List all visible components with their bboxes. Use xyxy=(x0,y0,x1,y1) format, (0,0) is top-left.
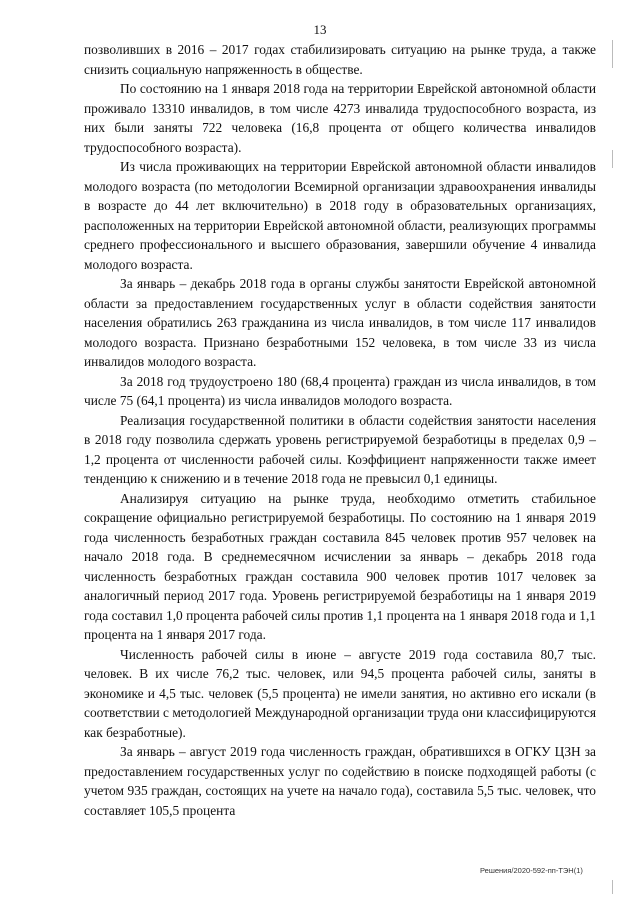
body-paragraph: Из числа проживающих на территории Еврейской автономной области инвалидов молодого возраста (по методологии Всемирной организации здравоохранения инвалиды в возрасте до 44 лет включительно) в 2018 году в образовательных организациях, расположенных на территории Еврейской автономной области, реализующих программы среднего профессионального и высшего образования, завершили обучение 4 инвалида молодого возраста. xyxy=(84,159,596,272)
document-body xyxy=(84,40,596,820)
scan-artifact-mark xyxy=(612,880,613,894)
scan-artifact-mark xyxy=(612,150,613,168)
footer-document-code: Решения/2020-592-пп-ТЭН(1) xyxy=(480,866,583,875)
scan-artifact-mark xyxy=(612,40,613,68)
body-paragraph: По состоянию на 1 января 2018 года на территории Еврейской автономной области проживало 13310 инвалидов, в том числе 4273 инвалида трудоспособного возраста, из них были заняты 722 человека (16,8 процента от общего количества инвалидов трудоспособного возраста). xyxy=(84,81,596,155)
body-paragraph: позволивших в 2016 – 2017 годах стабилизировать ситуацию на рынке труда, а также снизить социальную напряженность в обществе. xyxy=(84,42,596,77)
body-paragraph: За январь – декабрь 2018 года в органы службы занятости Еврейской автономной области за предоставлением государственных услуг в области содействия занятости населения обратились 263 гражданина из числа инвалидов, в том числе 117 инвалидов молодого возраста. Признано безработными 152 человека, в том числе 33 из числа инвалидов молодого возраста. xyxy=(84,276,596,369)
body-paragraph: За январь – август 2019 года численность граждан, обратившихся в ОГКУ ЦЗН за предоставлением государственных услуг по содействию в поиске подходящей работы (с учетом 935 граждан, состоящих на учете на начало года), составила 5,5 тыс. человек, что составляет 105,5 процента xyxy=(84,744,596,818)
body-paragraph: За 2018 год трудоустроено 180 (68,4 процента) граждан из числа инвалидов, в том числе 75 (64,1 процента) из числа инвалидов молодого возраста. xyxy=(84,373,596,408)
body-paragraph: Реализация государственной политики в области содействия занятости населения в 2018 году позволила сдержать уровень регистрируемой безработицы в пределах 0,9 – 1,2 процента от численности рабочей силы. Коэффициент напряженности также имеет тенденцию к снижению и в течение 2018 года не превысил 0,1 единицы. xyxy=(84,412,596,486)
body-paragraph: Численность рабочей силы в июне – августе 2019 года составила 80,7 тыс. человек. В их числе 76,2 тыс. человек, или 94,5 процента рабочей силы, заняты в экономике и 4,5 тыс. человек (5,5 процента) не имели занятия, но активно его искали (в соответствии с методологией Международной организации труда они классифицируются как безработные). xyxy=(84,646,596,740)
page-number: 13 xyxy=(313,22,327,37)
body-paragraph: Анализируя ситуацию на рынке труда, необходимо отметить стабильное сокращение официально регистрируемой безработицы. По состоянию на 1 января 2019 года численность безработных граждан составила 845 человек против 957 человек на начало 2018 года. В среднемесячном исчислении за январь – декабрь 2018 года численность безработных граждан составила 900 человек против 1017 человек за аналогичный период 2017 года. Уровень регистрируемой безработицы на 1 января 2019 года составил 1,0 процента рабочей силы против 1,1 процента на 1 января 2018 года и 1,1 процента на 1 января 2017 года. xyxy=(84,490,596,642)
